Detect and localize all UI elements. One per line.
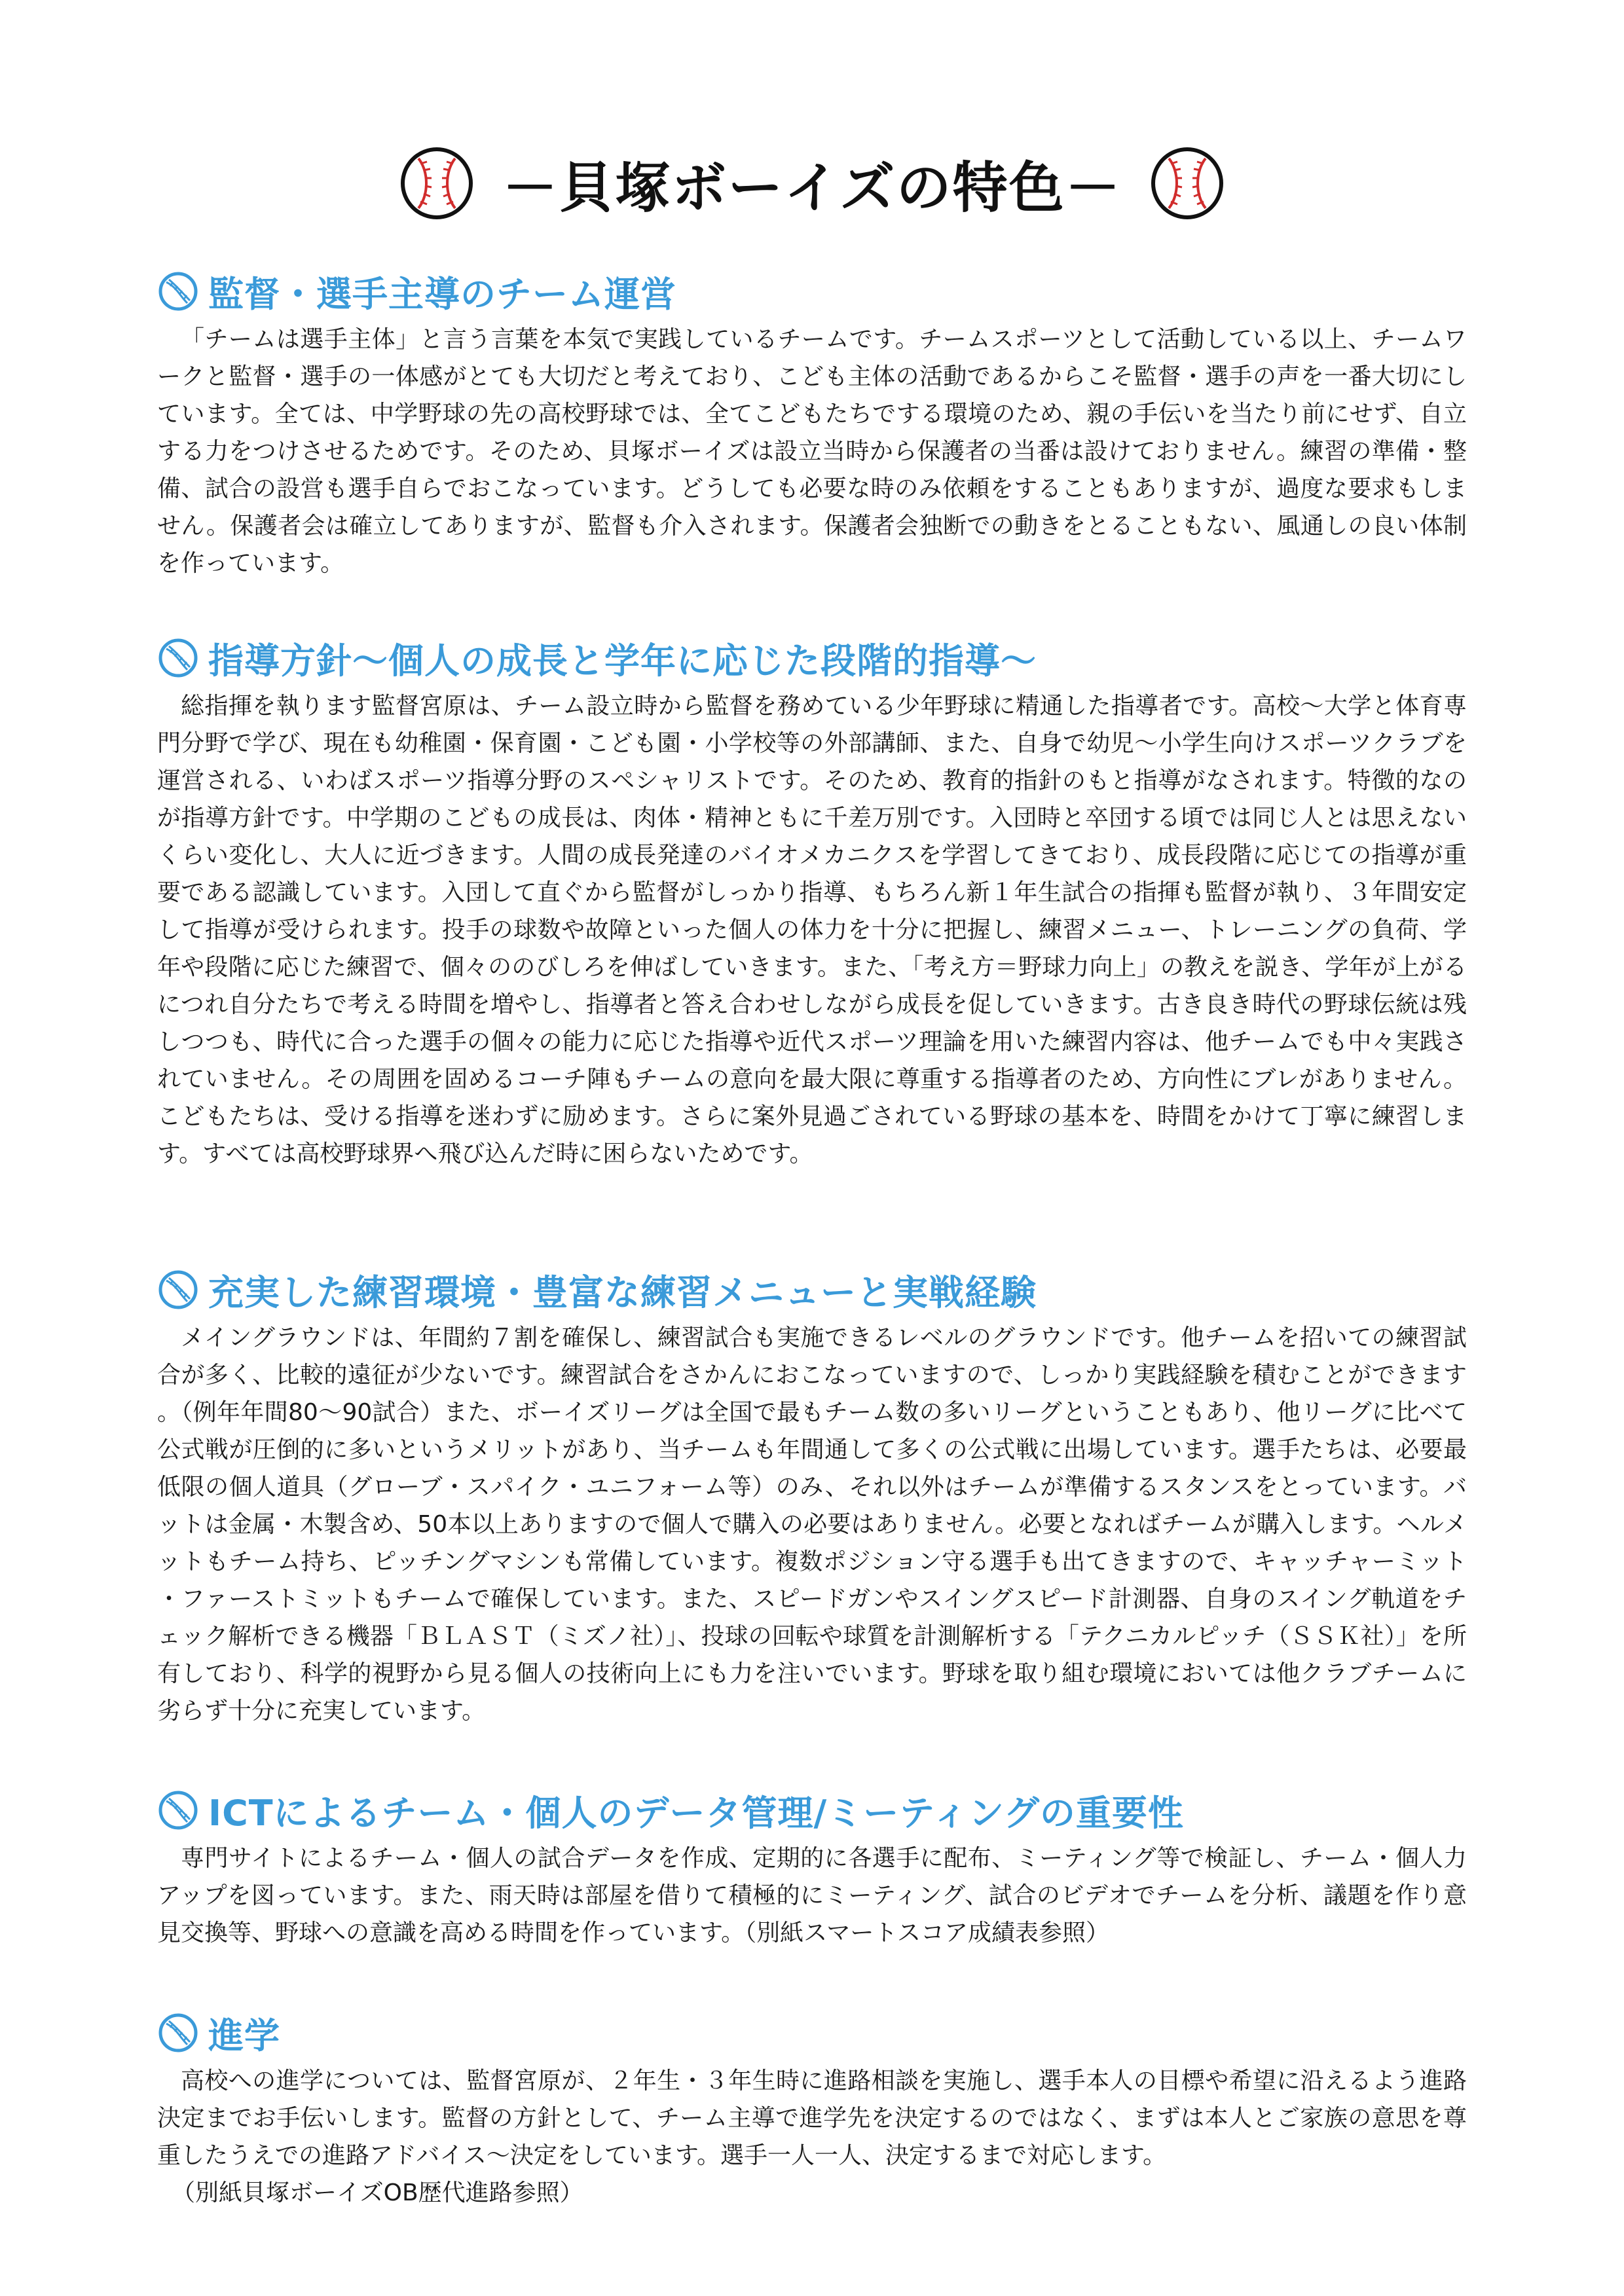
- section-body: 高校への進学については、監督宮原が、２年生・３年生時に進路相談を実施し、選手本人の目標や希望に沿えるよう進路決定までお手伝いします。監督の方針として、チーム主導で進学先を決定するのではなく、まずは本人とご家族の意思を尊重したうえでの進路アドバイス～決定をしています。選手一人一人、決定するまで対応します。: [157, 2068, 1467, 2169]
- section-title: 充実した練習環境・豊富な練習メニューと実戦経験: [208, 1271, 1037, 1313]
- baseball-icon: [1148, 144, 1227, 223]
- section-team-management: [157, 262, 1467, 582]
- title-row: [0, 131, 1624, 236]
- section-body: 総指揮を執ります監督宮原は、チーム設立時から監督を務めている少年野球に精通した指導者です。高校～大学と体育専門分野で学び、現在も幼稚園・保育園・こども園・小学校等の外部講師、また、自身で幼児～小学生向けスポーツクラブを運営される、いわばスポーツ指導分野のスペシャリストです。そのため、教育的指針のもと指導がなされます。特徴的なのが指導方針です。中学期のこどもの成長は、肉体・精神ともに千差万別です。入団時と卒団する頃では同じ人とは思えないくらい変化し、大人に近づきます。人間の成長発達のバイオメカニクスを学習してきており、成長段階に応じての指導が重要である認識しています。入団して直ぐから監督がしっかり指導、もちろん新１年生試合の指揮も監督が執り、３年間安定して指導が受けられます。投手の球数や故障といった個人の体力を十分に把握し、練習メニュー、トレーニングの負荷、学年や段階に応じた練習で、個々ののびしろを伸ばしていきます。また、「考え方＝野球力向上」の教えを説き、学年が上がるにつれ自分たちで考える時間を増やし、指導者と答え合わせしながら成長を促していきます。古き良き時代の野球伝統は残しつつも、時代に合った選手の個々の能力に応じた指導や近代スポーツ理論を用いた練習内容は、他チームでも中々実践されていません。その周囲を固めるコーチ陣もチームの意向を最大限に尊重する指導者のため、方向性にブレがありません。こどもたちは、受ける指導を迷わずに励めます。さらに案外見過ごされている野球の基本を、時間をかけて丁寧に練習します。すべては高校野球界へ飛び込んだ時に困らないためです。: [157, 693, 1467, 1167]
- section-body: メイングラウンドは、年間約７割を確保し、練習試合も実施できるレベルのグラウンドです。他チームを招いての練習試合が多く、比較的遠征が少ないです。練習試合をさかんにおこなっていますので、しっかり実践経験を積むことができます。（例年年間80～90試合）また、ボーイズリーグは全国で最もチーム数の多いリーグということもあり、他リーグに比べて公式戦が圧倒的に多いというメリットがあり、当チームも年間通して多くの公式戦に出場しています。選手たちは、必要最低限の個人道具（グローブ・スパイク・ユニフォーム等）のみ、それ以外はチームが準備するスタンスをとっています。バットは金属・木製含め、50本以上ありますので個人で購入の必要はありません。必要となればチームが購入します。ヘルメットもチーム持ち、ピッチングマシンも常備しています。複数ポジション守る選手も出てきますので、キャッチャーミット・ファーストミットもチームで確保しています。また、スピードガンやスイングスピード計測器、自身のスイング軌道をチェック解析できる機器「ＢＬＡＳＴ（ミズノ社）」、投球の回転や球質を計測解析する「テクニカルピッチ（ＳＳＫ社）」を所有しており、科学的視野から見る個人の技術向上にも力を注いでいます。野球を取り組む環境においては他クラブチームに劣らず十分に充実しています。: [157, 1324, 1467, 1724]
- section-heading: [157, 2003, 1467, 2062]
- baseball-icon: [157, 270, 199, 312]
- baseball-icon: [157, 637, 199, 679]
- section-title: ICTによるチーム・個人のデータ管理/ミーティングの重要性: [208, 1792, 1184, 1834]
- baseball-icon: [157, 1789, 199, 1831]
- section-body: 専門サイトによるチーム・個人の試合データを作成、定期的に各選手に配布、ミーティング等で検証し、チーム・個人力アップを図っています。また、雨天時は部屋を借りて積極的にミーティング、試合のビデオでチームを分析、議題を作り意見交換等、野球への意識を高める時間を作っています。（別紙スマートスコア成績表参照）: [157, 1845, 1467, 1946]
- section-heading: [157, 1260, 1467, 1319]
- section-title: 指導方針～個人の成長と学年に応じた段階的指導～: [208, 640, 1037, 682]
- section-coaching-policy: [157, 629, 1467, 1173]
- baseball-icon: [157, 1269, 199, 1311]
- section-heading: [157, 629, 1467, 687]
- section-ict-data: [157, 1781, 1467, 1952]
- section-practice-environment: [157, 1260, 1467, 1730]
- section-body: 「チームは選手主体」と言う言葉を本気で実践しているチームです。チームスポーツとして活動している以上、チームワークと監督・選手の一体感がとても大切だと考えており、こども主体の活動であるからこそ監督・選手の声を一番大切にしています。全ては、中学野球の先の高校野球では、全てこどもたちでする環境のため、親の手伝いを当たり前にせず、自立する力をつけさせるためです。そのため、貝塚ボーイズは設立当時から保護者の当番は設けておりません。練習の準備・整備、試合の設営も選手自らでおこなっています。どうしても必要な時のみ依頼をすることもありますが、過度な要求もしません。保護者会は確立してありますが、監督も介入されます。保護者会独断での動きをとることもない、風通しの良い体制を作っています。: [157, 326, 1467, 577]
- reference-note: （別紙貝塚ボーイズOB歴代進路参照）: [172, 2179, 583, 2206]
- baseball-icon: [397, 144, 476, 223]
- section-title: 監督・選手主導のチーム運営: [208, 273, 676, 315]
- section-heading: [157, 262, 1467, 321]
- baseball-icon: [157, 2012, 199, 2054]
- section-heading: [157, 1781, 1467, 1840]
- section-title: 進学: [208, 2014, 280, 2056]
- section-advancement: [157, 2003, 1467, 2212]
- page-title: －貝塚ボーイズの特色－: [502, 155, 1122, 220]
